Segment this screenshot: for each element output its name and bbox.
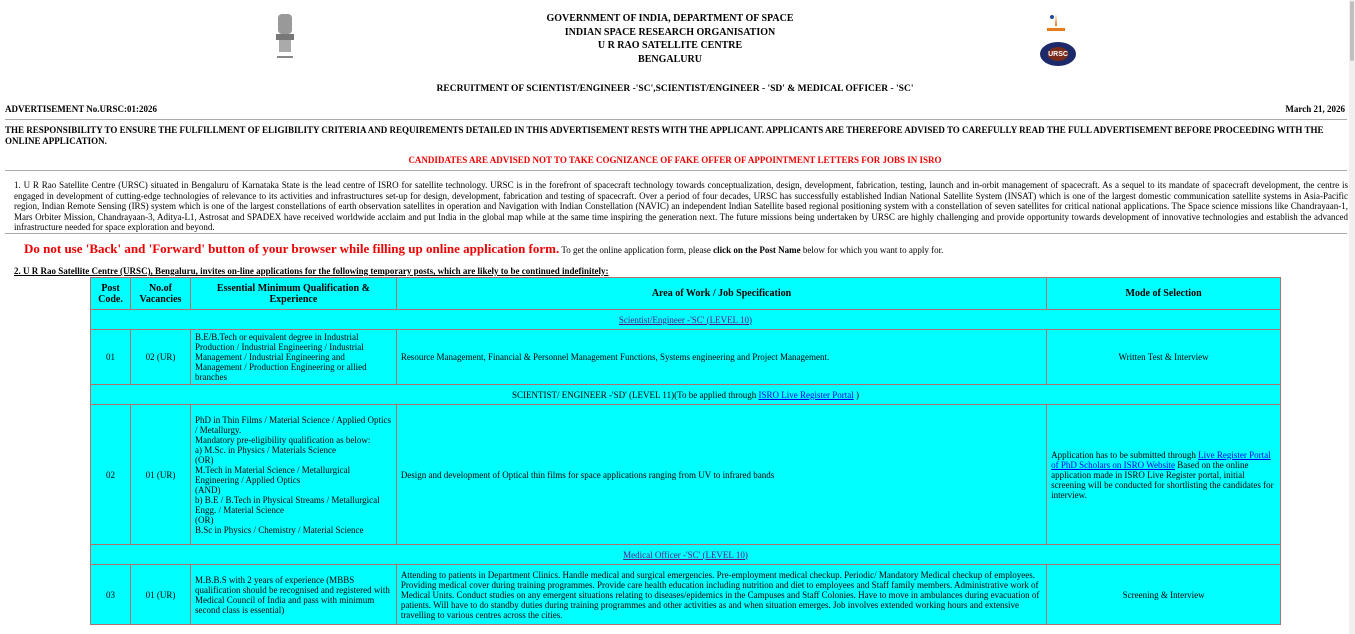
note-text: To get the online application form, please	[559, 245, 714, 255]
mode-of-selection: Written Test & Interview	[1047, 330, 1281, 385]
area-of-work: Attending to patients in Department Clinics. Handle medical and surgical emergencies. Pre-employment medical checkup. Periodic/ Mandatory Medical checkup of employees. Providing medical cover during training programmes. Provide care health education including nutrition and diet to employees and Staff family members. Administrative work of Medical Units. Conduct studies on any emergent situations relating to diseases/epidemics in the Campuses and Staff Colonies. Have to move in ambulances during evacuation of patients. Will have to do standby duties during training programmes and other activities as and when situation emerges. Job involves extended working hours and extensive travelling to various centres across the cities.	[396, 565, 1046, 625]
section-text: SCIENTIST/ ENGINEER -'SD' (LEVEL 11)(To be applied through	[512, 389, 759, 400]
table-header-row	[91, 278, 1281, 310]
mode-text: Based on the online application made in ISRO Live Register portal, initial screening will be conducted for shortlisting the candidates for interview.	[1051, 459, 1274, 500]
post-code: 03	[91, 565, 131, 625]
table-row	[91, 405, 1281, 545]
header-mode-of-selection: Mode of Selection	[1047, 278, 1281, 310]
divider	[5, 119, 1347, 120]
qualification-line: b) B.E / B.Tech in Physical Streams / Metallurgical Engg. / Material Science	[194, 494, 380, 515]
divider	[5, 233, 1347, 234]
qualification-line: a) M.Sc. in Physics / Materials Science	[194, 444, 336, 455]
header-post-code: Post Code.	[91, 278, 131, 310]
section-row	[91, 385, 1281, 405]
vertical-scrollbar[interactable]	[1349, 0, 1355, 634]
divider	[5, 170, 1347, 171]
qualification	[190, 405, 396, 545]
posts-table	[90, 277, 1281, 625]
post-link-scientist-sc[interactable]: Scientist/Engineer -'SC' (LEVEL 10)	[618, 314, 753, 325]
qualification-line: (AND)	[194, 484, 221, 495]
table-row	[91, 330, 1281, 385]
post-link-medical-officer[interactable]: Medical Officer -'SC' (LEVEL 10)	[623, 549, 748, 560]
post-code: 02	[91, 405, 131, 545]
qualification-line: (OR)	[194, 454, 214, 465]
about-ursc-paragraph: 1. U R Rao Satellite Centre (URSC) situated in Bengaluru of Karnataka State is the lead centre of ISRO for satellite technology. URSC is in the forefront of spacecraft technology towards conceptualization, design, development, fabrication, testing, launch and in-orbit management of spacecraft. As a sequel to its mandate of spacecraft development, the centre is engaged in development of cutting-edge technologies of relevance to its activities and infrastructures set-up for design, development, fabrication and testing of spacecraft. Over a period of four decades, URSC has successfully established Indian National Satellite System (INSAT) which is one of the largest domestic communication satellite systems in Asia-Pacific region, Indian Remote Sensing (IRS) system which is one of the largest constellations of earth observation satellites in operation and Navigation with Indian Constellation (NAVIC) an independent Indian Satellite based regional positioning system with a constellation of seven satellites for critical national applications. The Space science missions like Chandrayaan-1, Mars Orbiter Mission, Chandrayaan-3, Aditya-L1, Astrosat and SPADEX have received worldwide acclaim and put India in the global map while at the same time inspiring the generation next. The future missions being undertaken by URSC are highly challenging and provide opportunity towards development of innovative technologies and establish the advanced infrastructure needed for space exploration and beyond.	[14, 180, 1348, 232]
ursc-logo-text: URSC	[1048, 50, 1068, 58]
section-row	[91, 310, 1281, 330]
header-vacancies: No.of Vacancies	[130, 278, 190, 310]
section-row	[91, 545, 1281, 565]
mode-of-selection: Screening & Interview	[1047, 565, 1281, 625]
responsibility-notice: THE RESPONSIBILITY TO ENSURE THE FULFILLMENT OF ELIGIBILITY CRITERIA AND REQUIREMENTS DETAILED IN THIS ADVERTISEMENT RESTS WITH THE APPLICANT. APPLICANTS ARE THEREFORE ADVISED TO CAREFULLY READ THE FULL ADVERTISEMENT BEFORE PROCEEDING WITH THE ONLINE APPLICATION.	[5, 125, 1324, 146]
header-qualification: Essential Minimum Qualification & Experience	[190, 278, 396, 310]
back-forward-warning: Do not use 'Back' and 'Forward' button of your browser while filling up online application form.	[24, 241, 560, 256]
page-title: RECRUITMENT OF SCIENTIST/ENGINEER -'SC',SCIENTIST/ENGINEER - 'SD' & MEDICAL OFFICER - 'SC'	[436, 84, 914, 94]
header-area-of-work: Area of Work / Job Specification	[396, 278, 1046, 310]
browser-warning	[24, 241, 943, 257]
qualification: B.E/B.Tech or equivalent degree in Industrial Production / Industrial Engineering / Industrial Management / Industrial Engineering and Management / Production Engineering or allied branches	[190, 330, 396, 385]
scrollbar-thumb[interactable]	[1350, 1, 1354, 61]
area-of-work: Resource Management, Financial & Personnel Management Functions, Systems engineering and Project Management.	[396, 330, 1046, 385]
area-of-work: Design and development of Optical thin films for space applications ranging from UV to infrared bands	[396, 405, 1046, 545]
note-bold: click on the Post Name	[713, 245, 801, 255]
mode-of-selection	[1047, 405, 1281, 545]
qualification-line: M.Tech in Material Science / Metallurgical Engineering / Applied Optics	[194, 464, 351, 485]
advertisement-number: ADVERTISEMENT No.URSC:01:2026	[5, 104, 158, 114]
posts-intro: 2. U R Rao Satellite Centre (URSC), Bengaluru, invites on-line applications for the following temporary posts, which are likely to be continued indefinitely:	[14, 266, 609, 276]
header-line: U R RAO SATELLITE CENTRE	[597, 40, 743, 51]
vacancies: 02 (UR)	[130, 330, 190, 385]
vacancies: 01 (UR)	[130, 565, 190, 625]
qualification-line: Mandatory pre-eligibility qualification as below:	[194, 434, 371, 445]
isro-live-register-link[interactable]: ISRO Live Register Portal	[758, 389, 854, 400]
mode-text: Application has to be submitted through	[1051, 449, 1199, 460]
qualification: M.B.B.S with 2 years of experience (MBBS qualification should be recognised and registered with Medical Council of India and pass with minimum second class is essential)	[190, 565, 396, 625]
advertisement-date: March 21, 2026	[1285, 104, 1345, 114]
qualification-line: (OR)	[194, 514, 214, 525]
organisation-header	[0, 12, 1340, 66]
table-row	[91, 565, 1281, 625]
qualification-line: PhD in Thin Films / Material Science / Applied Optics / Metallurgy.	[194, 414, 392, 435]
header-line: GOVERNMENT OF INDIA, DEPARTMENT OF SPACE	[546, 13, 794, 24]
post-code: 01	[91, 330, 131, 385]
vacancies: 01 (UR)	[130, 405, 190, 545]
note-text: below for which you want to apply for.	[800, 245, 944, 255]
phd-live-register-link[interactable]: Live Register Portal of PhD Scholars on ISRO Website	[1051, 449, 1271, 470]
fake-offer-warning: CANDIDATES ARE ADVISED NOT TO TAKE COGNIZANCE OF FAKE OFFER OF APPOINTMENT LETTERS FOR JOBS IN ISRO	[408, 155, 942, 165]
header-line: BENGALURU	[638, 53, 702, 65]
section-text: )	[853, 389, 859, 400]
qualification-line: B.Sc in Physics / Chemistry / Material Science	[194, 524, 364, 535]
header-line: INDIAN SPACE RESEARCH ORGANISATION	[564, 26, 776, 38]
